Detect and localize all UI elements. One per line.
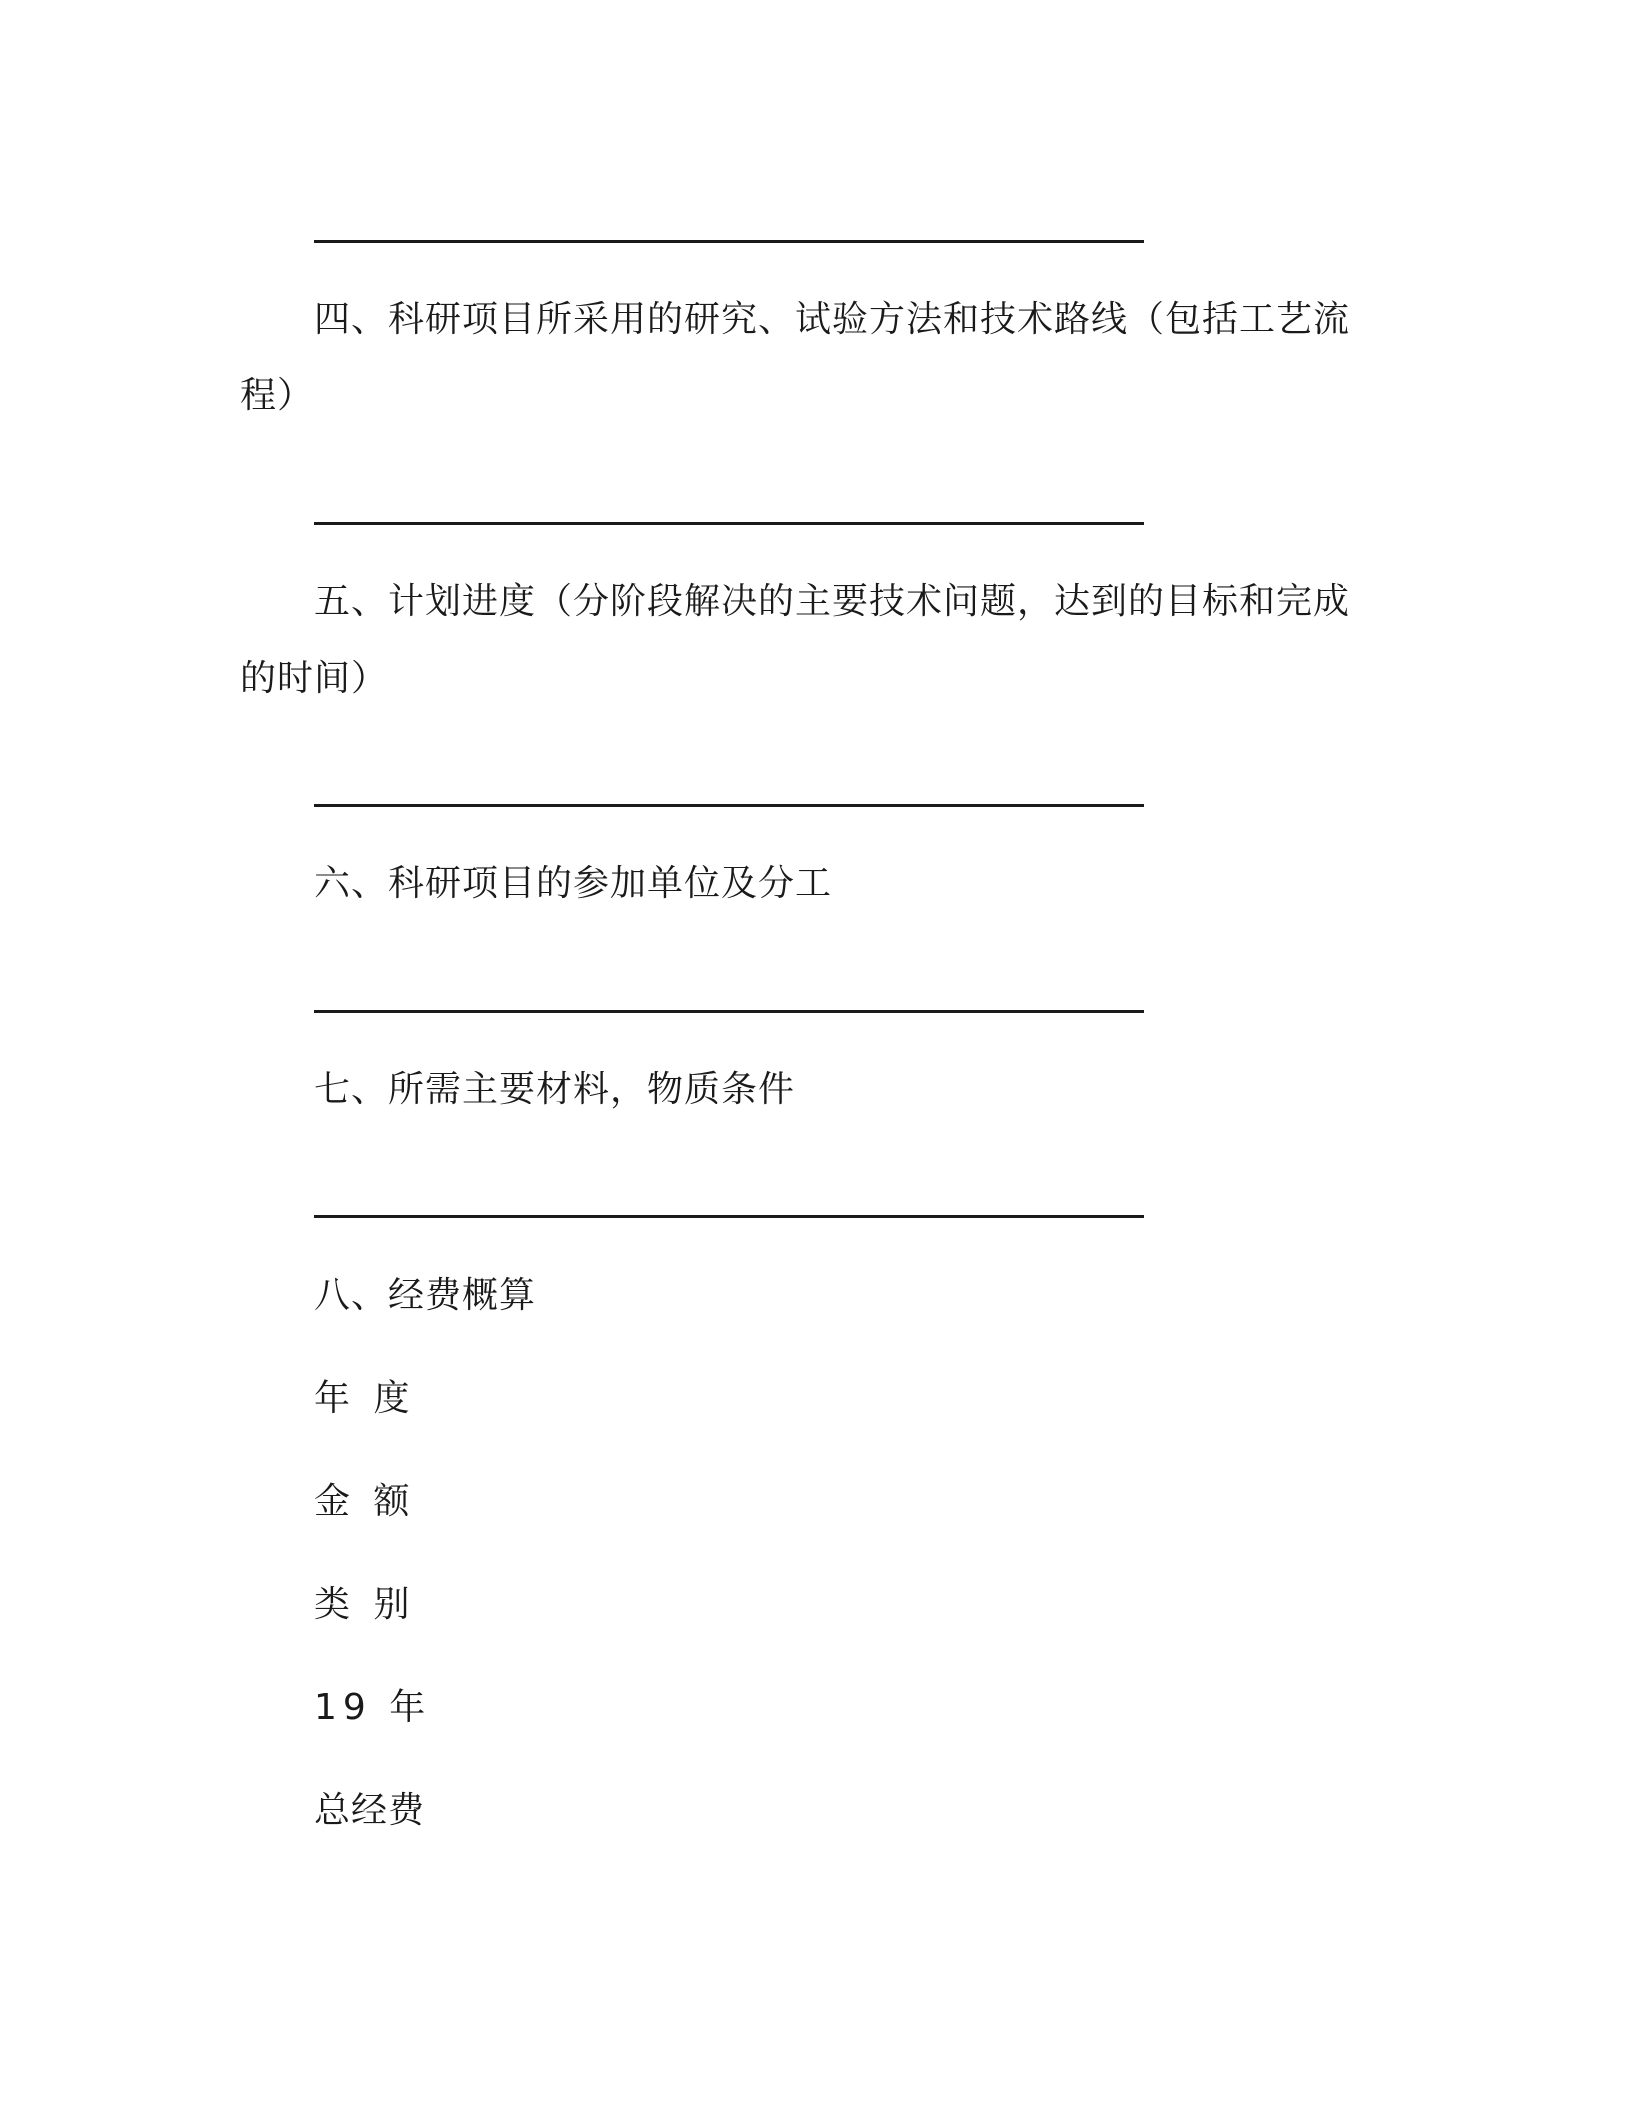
- section-8-heading: 八、经费概算: [314, 1275, 537, 1316]
- budget-category-label: 类 别: [314, 1584, 416, 1625]
- blank-fill-line: [314, 240, 1144, 243]
- section-7-heading: 七、所需主要材料，物质条件: [314, 1069, 796, 1110]
- blank-fill-line: [314, 522, 1144, 525]
- blank-fill-line: [314, 1010, 1144, 1013]
- section-4-heading: 四、科研项目所采用的研究、试验方法和技术路线（包括工艺流: [314, 299, 1351, 340]
- budget-total-label: 总经费: [314, 1790, 426, 1831]
- section-4-heading-continuation: 程）: [240, 375, 315, 416]
- budget-year-value: 19 年: [314, 1687, 432, 1728]
- section-5-heading-continuation: 的时间）: [240, 658, 389, 699]
- blank-fill-line: [314, 804, 1144, 807]
- budget-amount-label: 金 额: [314, 1481, 416, 1522]
- blank-fill-line: [314, 1215, 1144, 1218]
- budget-year-label: 年 度: [314, 1378, 416, 1419]
- section-5-heading: 五、计划进度（分阶段解决的主要技术问题，达到的目标和完成: [314, 581, 1351, 622]
- section-6-heading: 六、科研项目的参加单位及分工: [314, 863, 833, 904]
